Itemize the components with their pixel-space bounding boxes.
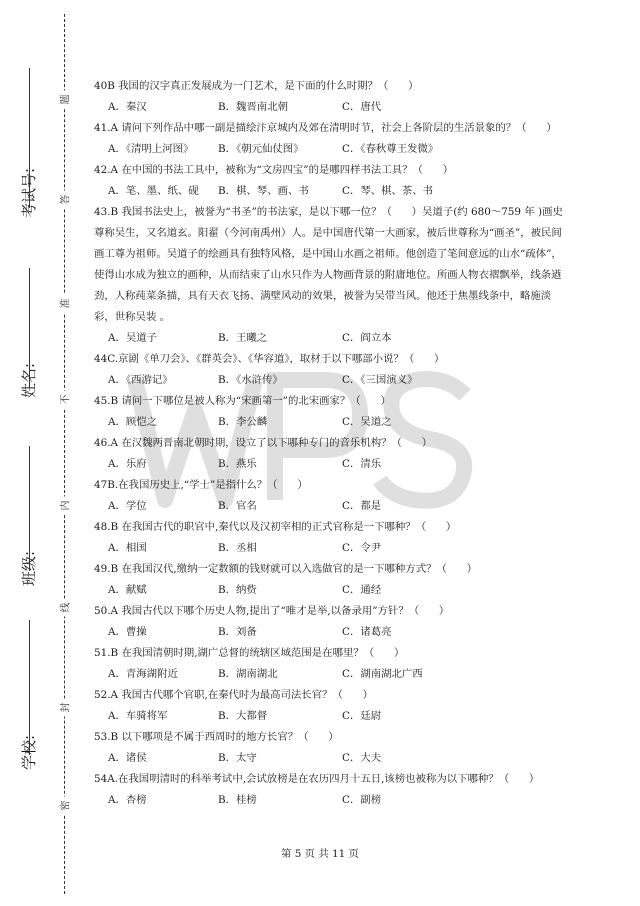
- exam-number-line: [29, 68, 30, 208]
- seal-char: 封: [57, 699, 72, 717]
- question-item: [94, 118, 564, 160]
- question-text: 51.B 在我国清朝时期,湖广总督的统辖区域范围是在哪里？（ ）: [94, 647, 405, 659]
- seal-char: 不: [57, 391, 72, 409]
- option-c: C．大夫: [342, 752, 382, 764]
- option-c: C．诸葛亮: [342, 626, 392, 638]
- option-a: A．笔、墨、纸、砚: [108, 185, 199, 197]
- name-line: [29, 268, 30, 388]
- option-a: A．相国: [108, 542, 147, 554]
- option-b: B．燕乐: [218, 458, 257, 470]
- option-c: C．唐代: [342, 101, 382, 113]
- option-b: B．纳赀: [218, 584, 257, 596]
- option-row: [94, 622, 564, 643]
- question-item: [94, 643, 564, 685]
- question-item: [94, 475, 564, 517]
- question-item: [94, 349, 564, 391]
- option-row: [94, 328, 564, 349]
- option-row: [94, 790, 564, 811]
- question-item: [94, 160, 564, 202]
- option-c: C．都是: [342, 500, 382, 512]
- name-label: 姓名:: [20, 362, 38, 398]
- option-row: [94, 370, 564, 391]
- question-text: 45.B 请问一下哪位是被人称为“宋画第一”的北宋画家？（ ）: [94, 395, 391, 407]
- question-text: 40B 我国的汉字真正发展成为一门艺术，是下面的什么时期？（ ）: [94, 80, 419, 92]
- option-b: B．《朝元仙仗图》: [218, 143, 304, 155]
- option-row: [94, 412, 564, 433]
- option-c: C．《春秋尊王发微》: [342, 143, 439, 155]
- option-c: C．湖南湖北广西: [342, 668, 423, 680]
- seal-char: 答: [57, 191, 72, 209]
- question-list: [94, 76, 564, 811]
- question-text: 41.A 请问下列作品中哪一副是描绘汴京城内及郊在清明时节，社会上各阶层的生活景象的？（ ）: [94, 122, 557, 134]
- seal-char: 内: [57, 497, 72, 515]
- option-a: A．诸侯: [108, 752, 147, 764]
- question-text: 44C.京剧《单刀会》、《群英会》、《华容道》，取材于以下哪部小说？（ ）: [94, 353, 445, 365]
- option-a: A．《西游记》: [108, 374, 173, 386]
- option-a: A．吴道子: [108, 332, 158, 344]
- option-row: [94, 496, 564, 517]
- option-b: B．棋、琴、画、书: [218, 185, 309, 197]
- exam-number-label: 考试号:: [20, 167, 38, 218]
- option-a: A．《清明上河图》: [108, 143, 194, 155]
- seal-char: 线: [57, 599, 72, 617]
- option-b: B．桂榜: [218, 794, 257, 806]
- question-item: [94, 391, 564, 433]
- option-a: A．乐府: [108, 458, 147, 470]
- option-a: A．车骑将军: [108, 710, 168, 722]
- option-row: [94, 538, 564, 559]
- option-b: B．《水浒传》: [218, 374, 283, 386]
- option-c: C．琴、棋、茶、书: [342, 185, 434, 197]
- option-c: C．阎立本: [342, 332, 392, 344]
- question-text: 53.B 以下哪项是不属于西周时的地方长官？（ ）: [94, 731, 339, 743]
- option-a: A．青海湖附近: [108, 668, 178, 680]
- option-row: [94, 706, 564, 727]
- question-text: 48.B 在我国古代的职官中,秦代以及汉初宰相的正式官称是一下哪种？（ ）: [94, 521, 457, 533]
- option-b: B．丞相: [218, 542, 257, 554]
- option-c: C．吴道之: [342, 416, 392, 428]
- question-text: 49.B 在我国汉代,缴纳一定数额的钱财就可以入选做官的是一下哪种方式？（ ）: [94, 563, 478, 575]
- question-item: [94, 727, 564, 769]
- question-text: 50.A 我国古代以下哪个历史人物,提出了“唯才是举,以备录用”方针？（ ）: [94, 605, 450, 617]
- option-c: C．廷尉: [342, 710, 382, 722]
- option-b: B．太守: [218, 752, 257, 764]
- option-b: B．官名: [218, 500, 257, 512]
- question-text: 42.A 在中国的书法工具中，被称为“文房四宝”的是哪四样书法工具？（ ）: [94, 164, 454, 176]
- option-row: [94, 580, 564, 601]
- seal-char: 题: [57, 91, 72, 109]
- option-row: [94, 181, 564, 202]
- class-line: [29, 446, 30, 571]
- option-a: A．杏榜: [108, 794, 147, 806]
- seal-char: 密: [57, 797, 72, 815]
- option-b: B．湖南湖北: [218, 668, 278, 680]
- option-a: A．献赋: [108, 584, 147, 596]
- option-row: [94, 748, 564, 769]
- option-c: C．通经: [342, 584, 382, 596]
- question-item: [94, 433, 564, 475]
- question-item: [94, 202, 564, 349]
- question-text: 43.B 我国书法史上，被誉为“书圣”的书法家，是以下哪一位？（ ）吴道子(约 680～759 年 )画史尊称吴生，又名道玄。阳翟（今河南禹州）人。是中国唐代第一大画家，被后世尊称为“画圣”，被民间画工尊为祖师。吴道子的绘画具有独特风格，是中国山水画之祖师。他创造了笔间意远的山水“疏体”，使得山水成为独立的画种，从而结束了山水只作为人物画背景的附庸地位。所画人物衣褶飘举，线条遒劲，人称莼菜条描，具有天衣飞扬、满壁风动的效果，被誉为吴带当风。他还于焦墨线条中，略施淡彩，世称吴装 。: [94, 206, 563, 323]
- class-label: 班级:: [20, 550, 38, 586]
- option-a: A．学位: [108, 500, 147, 512]
- option-b: B．大都督: [218, 710, 268, 722]
- option-a: A．秦汉: [108, 101, 147, 113]
- question-item: [94, 517, 564, 559]
- option-row: [94, 664, 564, 685]
- question-text: 54A.在我国明清时的科举考试中,会试放榜是在农历四月十五日,该榜也被称为以下哪种？（ ）: [94, 773, 540, 785]
- question-item: [94, 769, 564, 811]
- option-c: C．令尹: [342, 542, 382, 554]
- option-b: B．魏晋南北朝: [218, 101, 288, 113]
- seal-char: 准: [57, 295, 72, 313]
- option-b: B．王曦之: [218, 332, 268, 344]
- option-c: C．清乐: [342, 458, 382, 470]
- option-b: B．李公麟: [218, 416, 268, 428]
- option-c: C．《三国演义》: [342, 374, 418, 386]
- question-item: [94, 685, 564, 727]
- page-footer: 第 5 页 共 11 页: [281, 848, 359, 860]
- question-item: [94, 601, 564, 643]
- question-text: 46.A 在汉魏两晋南北朝时期，设立了以下哪种专门的音乐机构？（ ）: [94, 437, 433, 449]
- option-c: C．副榜: [342, 794, 382, 806]
- option-row: [94, 454, 564, 475]
- question-text: 52.A 我国古代哪个官职,在秦代时为最高司法长官？（ ）: [94, 689, 374, 701]
- option-a: A．曹操: [108, 626, 147, 638]
- school-label: 学校:: [20, 734, 38, 770]
- binding-dashed-line: [64, 14, 65, 894]
- question-item: [94, 559, 564, 601]
- option-b: B．刘备: [218, 626, 257, 638]
- option-row: [94, 139, 564, 160]
- option-row: [94, 97, 564, 118]
- question-item: [94, 76, 564, 118]
- school-line: [29, 620, 30, 755]
- question-text: 47B.在我国历史上,“学士”是指什么？（ ）: [94, 479, 308, 491]
- option-a: A．顾恺之: [108, 416, 158, 428]
